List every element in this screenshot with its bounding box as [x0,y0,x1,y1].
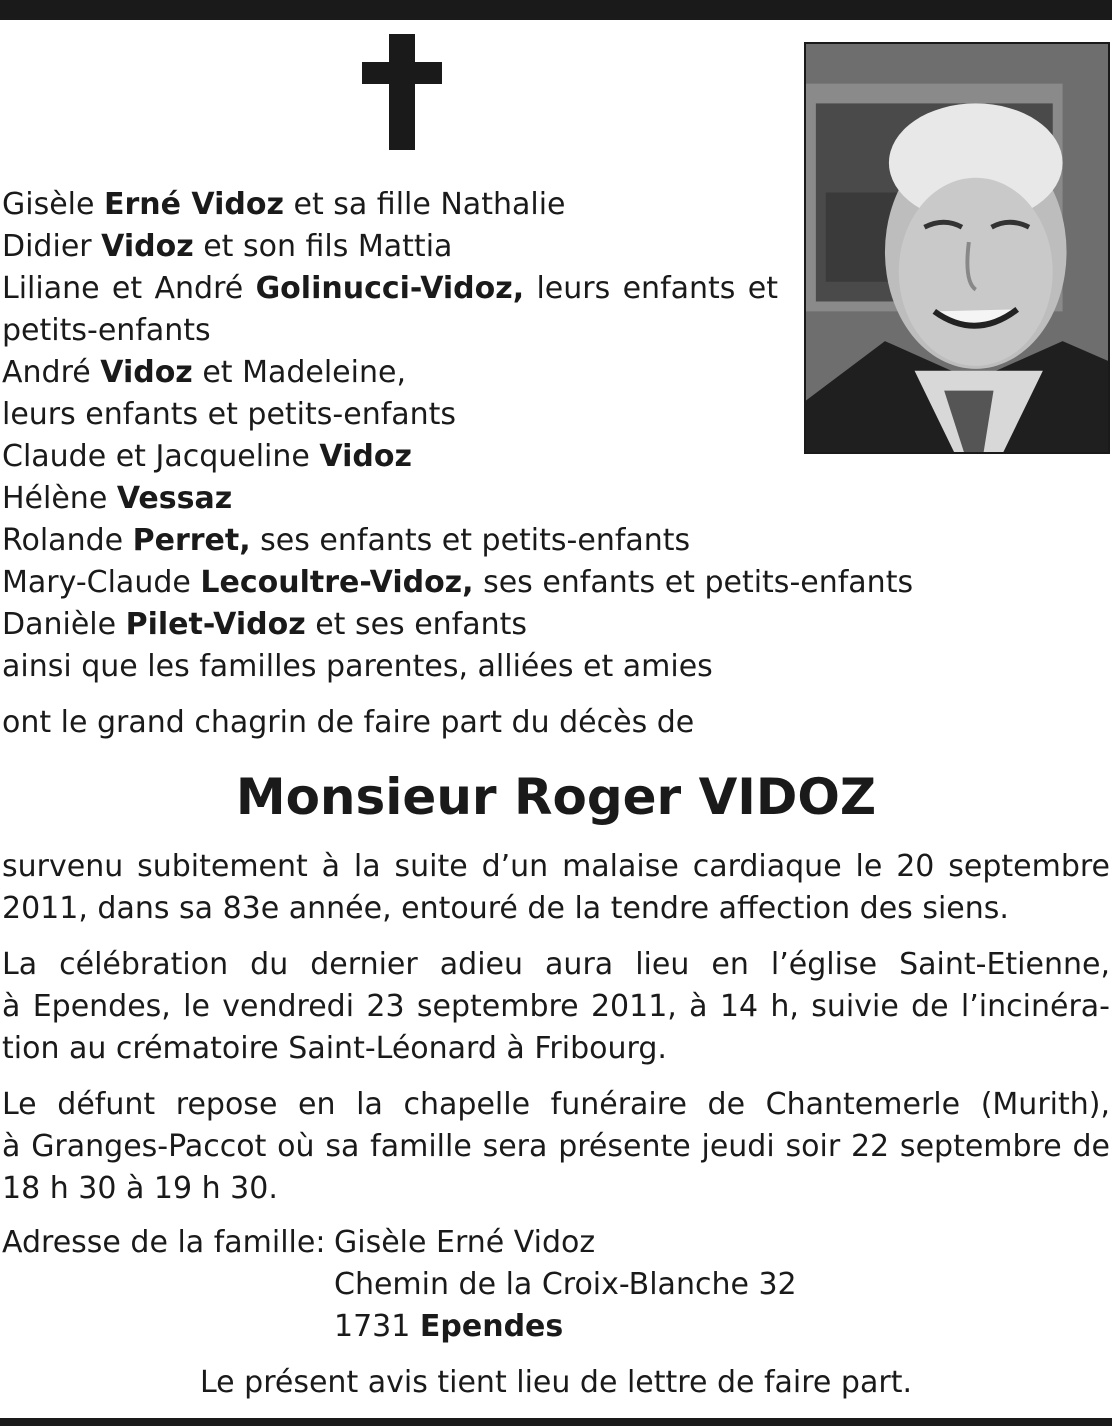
family-text: ses enfants et petits-enfants [250,523,691,558]
address-name: Gisèle Erné Vidoz [334,1225,596,1260]
family-text: enfants [622,271,736,306]
family-text: leurs [536,271,611,306]
family-line [2,604,902,646]
ceremony-line-1: La célébration du dernier adieu aura lieu en l’église Saint-Etienne, [2,947,1110,982]
family-text: Hélène [2,481,117,516]
family-line [2,226,902,268]
viewing-line-2: à Granges-Paccot où sa famille sera présente jeudi soir 22 septembre de [2,1129,1110,1164]
family-text: et ses enfants [305,607,528,642]
ceremony-line-2: à Ependes, le vendredi 23 septembre 2011, à 14 h, suivie de l’incinéra- [2,989,1110,1024]
family-line [2,520,902,562]
death-line-2: 2011, dans sa 83e année, entouré de la tendre affection des siens. [2,891,1009,926]
family-text: Claude et Jacqueline [2,439,320,474]
family-surname: Pilet-Vidoz [125,607,306,642]
family-line [2,310,902,352]
family-text: Liliane [2,271,100,306]
family-line [2,436,902,478]
family-surname: Golinucci-Vidoz, [255,271,525,306]
death-line-1: survenu subitement à la suite d’un malaise cardiaque le 20 septembre [2,849,1110,884]
deceased-name: Monsieur Roger VIDOZ [235,768,877,826]
family-surname: Erné Vidoz [104,187,284,222]
family-text: Rolande [2,523,133,558]
family-line [2,478,902,520]
address-postcode: 1731 [334,1309,411,1344]
family-text: et [747,271,778,306]
family-text: et [111,271,143,306]
family-text: petits-enfants [2,313,211,348]
family-text: et Madeleine, [192,355,406,390]
family-line [2,184,902,226]
death-paragraph [2,846,1110,930]
family-text: ses enfants et petits-enfants [473,565,914,600]
family-surname: Lecoultre-Vidoz, [200,565,474,600]
bottom-rule [0,1418,1112,1426]
family-line [2,394,902,436]
family-line [2,646,902,688]
family-text: Mary-Claude [2,565,201,600]
family-list [2,184,914,688]
family-surname: Vidoz [100,355,193,390]
announcement-intro: ont le grand chagrin de faire part du décès de [2,705,695,740]
closing-note: Le présent avis tient lieu de lettre de faire part. [199,1365,912,1400]
address-street: Chemin de la Croix-Blanche 32 [334,1267,797,1302]
family-surname: Perret, [132,523,251,558]
address-city: Ependes [419,1309,564,1344]
ceremony-paragraph [2,944,1110,1070]
viewing-line-3: 18 h 30 à 19 h 30. [2,1171,278,1206]
family-text: André [2,355,101,390]
family-text: et son fils Mattia [193,229,453,264]
family-text: André [154,271,244,306]
family-text: ainsi que les familles parentes, alliées et amies [2,649,713,684]
family-text: leurs enfants et petits-enfants [2,397,457,432]
family-text: Gisèle [2,187,104,222]
family-line [2,268,778,310]
address-locality [334,1306,797,1348]
family-surname: Vidoz [319,439,412,474]
top-rule [0,0,1112,20]
family-surname: Vessaz [116,481,233,516]
cross-icon [362,34,442,150]
family-surname: Vidoz [101,229,194,264]
family-text: et sa fille Nathalie [283,187,566,222]
ceremony-line-3: tion au crématoire Saint-Léonard à Fribourg. [2,1031,667,1066]
family-line [2,562,914,604]
family-line [2,352,902,394]
family-text: Danièle [2,607,126,642]
family-text: Didier [2,229,102,264]
viewing-line-1: Le défunt repose en la chapelle funéraire de Chantemerle (Murith), [2,1087,1110,1122]
viewing-paragraph [2,1084,1110,1210]
address-label: Adresse de la famille: [2,1225,326,1260]
